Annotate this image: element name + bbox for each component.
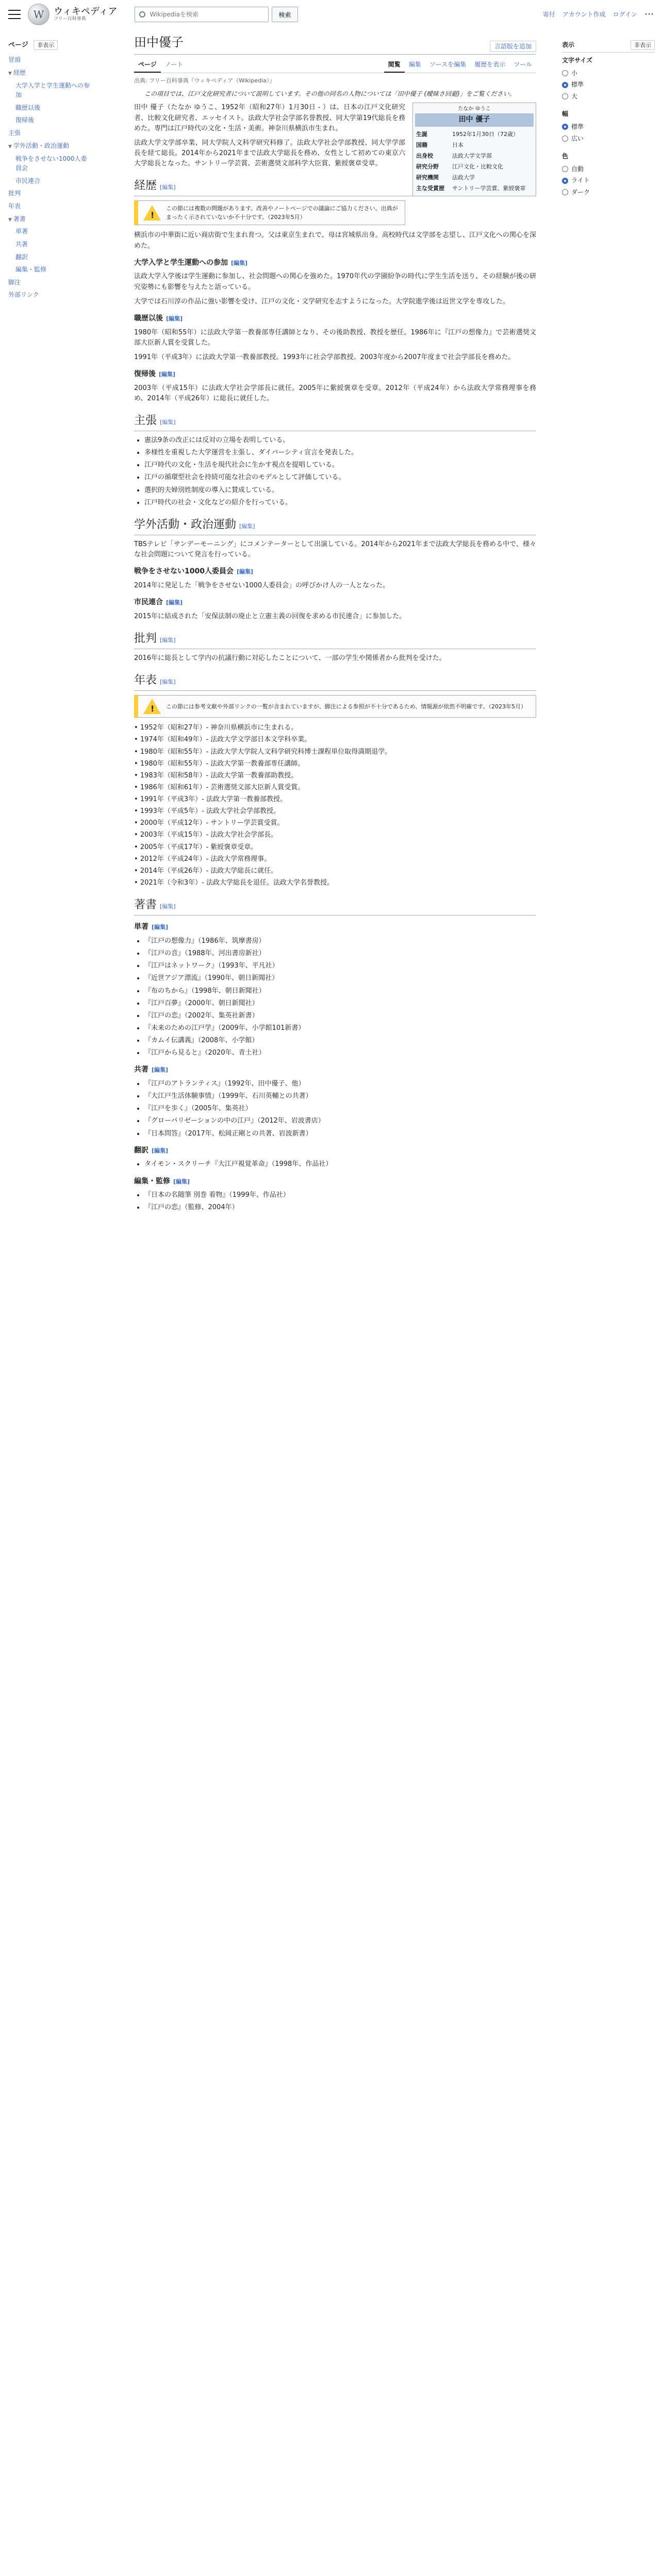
single-books-list	[144, 936, 536, 1058]
main-menu-icon[interactable]	[8, 10, 21, 19]
section-heading-return: 復帰後 [編集]	[134, 369, 176, 378]
edit-link[interactable]: [編集]	[236, 568, 254, 575]
radio-width-standard[interactable]: 標準	[562, 121, 655, 133]
book-item: • 『カムイ伝講義』（2008年、小学館）	[144, 1036, 536, 1046]
book-item: • 『江戸の音』（1988年、河出書房新社）	[144, 948, 536, 959]
toc-item[interactable]: 復帰後	[15, 116, 35, 124]
translation-list	[144, 1159, 536, 1170]
tab-tools[interactable]: ツール	[514, 61, 532, 69]
donate-link[interactable]: 寄付	[542, 10, 555, 18]
book-item: • 『大江戸生活体験事情』（1999年、石川英輔との共著）	[144, 1091, 536, 1101]
infobox-row: 出身校 法政大学文学部	[416, 152, 492, 159]
book-item: • 『江戸の恋』（2002年、集英社新書）	[144, 1011, 536, 1021]
toc-item[interactable]: 編集・監修	[15, 266, 47, 274]
globe-icon: W	[28, 4, 49, 25]
univ-paragraph: 法政大学入学後は学生運動に参加し、社会問題への関心を強めた。1970年代の学園紛争の時代に学生生活を送り、その経験が後の研究姿勢にも影響を与えたと語っている。	[134, 273, 536, 291]
list-item: • 憲法9条の改正には反対の立場を表明している。	[144, 435, 536, 446]
radio-text-small[interactable]: 小	[562, 67, 655, 79]
warning-icon	[143, 205, 161, 221]
edit-link[interactable]: [編集]	[160, 636, 176, 643]
tab-history[interactable]: 履歴を表示	[474, 61, 506, 69]
intro-paragraph: 法政大学文学部卒業、同大学院人文科学研究科修了。法政大学社会学部教授、同大学学部長を経て総長。2014年から2021年まで法政大学総長を務め、女性として初めての東京六大学総長となった。サントリー学芸賞、芸術選奨文部科学大臣賞、紫綬褒章受章。	[134, 139, 405, 168]
citizen-paragraph: 2015年に結成された「安保法制の廃止と立憲主義の回復を求める市民連合」に参加した。	[134, 612, 406, 620]
intro-paragraph: 田中 優子（たなか ゆうこ、1952年（昭和27年）1月30日 - ）は、日本の江戸文化研究者、比較文化研究者、エッセイスト。法政大学社会学部名誉教授、同大学第19代総長を務めた。専門は江戸時代の文化・生活・美術。神奈川県横浜市生まれ。	[134, 104, 405, 132]
job-paragraph: 1980年（昭和55年）に法政大学第一教養部専任講師となり、その後助教授、教授を歴任。1986年に『江戸の想像力』で芸術選奨文部大臣新人賞を受賞した。	[134, 328, 536, 347]
text-size-label: 文字サイズ	[562, 57, 593, 64]
toc-item[interactable]: 外部リンク	[8, 291, 39, 299]
section-heading-timeline: 年表 [編集]	[134, 672, 536, 691]
career-paragraph: 横浜市の中華街に近い商店街で生まれ育つ。父は東京生まれで、母は宮城県出身。高校時代は文学部を志望し、江戸文化への関心を深めた。	[134, 231, 536, 250]
timeline-item: • 2000年（平成12年）- サントリー学芸賞受賞。	[134, 818, 536, 828]
tab-read[interactable]: 閲覧	[384, 58, 405, 73]
edit-link[interactable]: [編集]	[160, 903, 176, 910]
tab-edit[interactable]: 編集	[408, 61, 421, 69]
infobox-row: 生誕 1952年1月30日（72歳）	[416, 130, 519, 138]
section-heading-university: 大学入学と学生運動への参加 [編集]	[134, 258, 248, 267]
edited-books-list	[144, 1190, 536, 1213]
login-link[interactable]: ログイン	[613, 10, 637, 18]
timeline-item: • 2012年（平成24年）- 法政大学常務理事。	[134, 854, 536, 865]
appearance-panel	[562, 40, 655, 206]
toc-item[interactable]: 大学入学と学生運動への参加	[15, 81, 90, 99]
book-item: • 『グローバリゼーションの中の江戸』（2012年、岩波書店）	[144, 1116, 536, 1126]
timeline-item: • 1983年（昭和58年）- 法政大学第一教養部助教授。	[134, 771, 536, 781]
critic-paragraph: 2016年に総長として学内の抗議行動に対応したことについて、一部の学生や関係者から批判を受けた。	[134, 654, 446, 662]
timeline-item: • 1974年（昭和49年）- 法政大学文学部日本文学科卒業。	[134, 735, 536, 745]
list-item: • 江戸の循環型社会を持続可能な社会のモデルとして評価している。	[144, 472, 536, 483]
book-item: • 『江戸を歩く』（2005年、集英社）	[144, 1104, 536, 1114]
timeline-item: • 2005年（平成17年）- 紫綬褒章受章。	[134, 842, 536, 853]
toc-item[interactable]: 戦争をさせない1000人委員会	[15, 155, 87, 172]
section-heading-activity: 学外活動・政治運動 [編集]	[134, 516, 536, 535]
radio-color-light[interactable]: ライト	[562, 175, 655, 187]
list-item: • 江戸時代の文化・生活を現代社会に生かす視点を提唱している。	[144, 460, 536, 470]
chevron-down-icon[interactable]: ▼	[8, 217, 12, 223]
thousand-paragraph: 2014年に発足した「戦争をさせない1000人委員会」の呼びかけ人の一人となった。	[134, 581, 390, 589]
table-of-contents	[8, 40, 91, 301]
chevron-down-icon[interactable]: ▼	[8, 144, 12, 149]
job-paragraph: 1991年（平成3年）に法政大学第一教養部教授。1993年に社会学部教授。2003年度から2007年度まで社会学部長を務めた。	[134, 353, 515, 361]
width-label: 幅	[562, 110, 569, 118]
tab-edit-source[interactable]: ソースを編集	[429, 61, 467, 69]
section-heading-career: 経歴 [編集]	[134, 177, 536, 196]
more-menu-icon[interactable]: ⋯	[644, 9, 654, 20]
edit-link[interactable]: [編集]	[160, 679, 176, 686]
toc-title: ページ	[8, 41, 28, 49]
book-item: • 『江戸はネットワーク』（1993年、平凡社）	[144, 961, 536, 971]
toc-item[interactable]: ▼ 学外活動・政治運動	[8, 142, 69, 149]
book-item: • 『日本の名随筆 別巻 着物』（1999年、作品社）	[144, 1190, 536, 1200]
search-box[interactable]	[135, 7, 269, 22]
infobox	[412, 103, 536, 196]
toc-item[interactable]: 冒頭	[8, 56, 21, 64]
edit-link[interactable]: [編集]	[166, 599, 183, 606]
toc-item[interactable]: ▼ 経歴	[8, 69, 26, 76]
radio-width-wide[interactable]: 広い	[562, 133, 655, 145]
color-label: 色	[562, 152, 569, 160]
section-heading-claims: 主張 [編集]	[134, 412, 536, 431]
book-item: • タイモン・スクリーチ『大江戸視覚革命』（1998年、作品社）	[144, 1159, 536, 1170]
wikipedia-logo[interactable]	[28, 4, 117, 25]
toc-item[interactable]: 翻訳	[15, 253, 28, 261]
edit-link[interactable]: [編集]	[160, 184, 176, 191]
timeline-item: • 1993年（平成5年）- 法政大学社会学部教授。	[134, 806, 536, 817]
notice-text: この節には複数の問題があります。改善やノートページでの議論にご協力ください。出典がまったく示されていないか不十分です。（2023年5月）	[166, 205, 398, 221]
timeline-item: • 1980年（昭和55年）- 法政大学大学院人文科学研究科博士課程単位取得満期退学。	[134, 747, 536, 757]
section-heading-trans: 翻訳 [編集]	[134, 1146, 169, 1155]
page-title: 田中優子	[134, 35, 184, 49]
book-item: • 『日本問答』（2017年、松岡正剛との共著、岩波新書）	[144, 1129, 536, 1139]
book-item: • 『江戸の恋』（監修、2004年）	[144, 1202, 536, 1213]
timeline-item: • 1986年（昭和61年）- 芸術選奨文部大臣新人賞受賞。	[134, 783, 536, 793]
edit-link[interactable]: [編集]	[152, 924, 169, 931]
edit-link[interactable]: [編集]	[173, 1178, 190, 1185]
main-content	[134, 33, 536, 1215]
toc-item[interactable]: 脚注	[8, 278, 21, 286]
edit-link[interactable]: [編集]	[231, 259, 248, 266]
toc-item[interactable]: 市民連合	[15, 177, 41, 184]
radio-text-standard[interactable]: 標準	[562, 79, 655, 91]
chevron-down-icon[interactable]: ▼	[8, 71, 12, 76]
book-item: • 『未来のための江戸学』（2009年、小学館101新書）	[144, 1023, 536, 1033]
radio-color-auto[interactable]: 自動	[562, 163, 655, 175]
create-account-link[interactable]: アカウント作成	[562, 10, 606, 18]
toc-item[interactable]: ▼ 著書	[8, 215, 26, 223]
toc-item[interactable]: 共著	[15, 241, 28, 248]
notice-text: この節には参考文献や外部リンクの一覧が含まれていますが、脚注による参照が不十分であるため、情報源が依然不明確です。（2023年5月）	[166, 703, 526, 710]
radio-color-dark[interactable]: ダーク	[562, 187, 655, 198]
infobox-row: 研究分野 江戸文化・比較文化	[416, 163, 503, 170]
book-item: • 『江戸から見ると』（2020年、青土社）	[144, 1048, 536, 1058]
book-item: • 『江戸の想像力』（1986年、筑摩書房）	[144, 936, 536, 946]
toc-list	[8, 54, 91, 301]
toc-item[interactable]: 年表	[8, 202, 21, 210]
section-heading-single: 単著 [編集]	[134, 923, 169, 931]
appearance-hide-button[interactable]: 非表示	[631, 40, 655, 50]
timeline-item: • 2003年（平成15年）- 法政大学社会学部長。	[134, 830, 536, 840]
edit-link[interactable]: [編集]	[152, 1147, 169, 1154]
list-item: • 選択的夫婦別姓制度の導入に賛成している。	[144, 485, 536, 496]
timeline-item: • 1952年（昭和27年）- 神奈川県横浜市に生まれる。	[134, 723, 536, 733]
edit-link[interactable]: [編集]	[160, 418, 176, 426]
infobox-row: 国籍 日本	[416, 141, 464, 148]
section-heading-job: 職歴以後 [編集]	[134, 314, 183, 323]
tab-page[interactable]: ページ	[134, 58, 161, 73]
book-item: • 『近世アジア漂流』（1990年、朝日新聞社）	[144, 973, 536, 984]
book-item: • 『江戸のアトランティス』（1992年、田中優子、他）	[144, 1079, 536, 1089]
tagline: フリー百科事典	[54, 16, 86, 22]
site-header	[0, 0, 662, 29]
toc-item[interactable]: 主張	[8, 129, 21, 137]
toc-item[interactable]: 単著	[15, 228, 28, 235]
infobox-kana: たなか ゆうこ	[458, 106, 491, 112]
univ-paragraph: 大学では石川淳の作品に強い影響を受け、江戸の文化・文学研究を志すようになった。大学院進学後は近世文学を専攻した。	[134, 297, 510, 306]
claims-list	[144, 435, 536, 508]
tab-talk[interactable]: ノート	[164, 61, 184, 69]
hatnote: この項目では、江戸文化研究者について説明しています。その他の同名の人物については「田中優子 (曖昧さ回避)」をご覧ください。	[144, 90, 516, 97]
infobox-row: 主な受賞歴 サントリー学芸賞、紫綬褒章	[416, 184, 526, 192]
edit-link[interactable]: [編集]	[152, 1066, 169, 1074]
warning-icon	[143, 699, 161, 714]
search-button[interactable]: 検索	[272, 7, 297, 22]
section-heading-joint: 共著 [編集]	[134, 1065, 169, 1074]
timeline-item: • 1991年（平成3年）- 法政大学第一教養部教授。	[134, 794, 536, 805]
notice-box	[134, 695, 536, 718]
section-heading-critic: 批判 [編集]	[134, 630, 536, 649]
infobox-row: 研究機関 法政大学	[416, 174, 475, 181]
page-source-note: 出典: フリー百科事典『ウィキペディア（Wikipedia）』	[134, 77, 275, 84]
section-heading-edit: 編集・監修 [編集]	[134, 1177, 190, 1185]
return-paragraph: 2003年（平成15年）に法政大学社会学部長に就任。2005年に紫綬褒章を受章。2012年（平成24年）から法政大学常務理事を務め、2014年（平成26年）に総長に就任した。	[134, 384, 536, 402]
timeline-list	[134, 723, 536, 888]
page-tabs	[134, 58, 536, 73]
search-icon	[139, 11, 145, 18]
toc-item[interactable]: 職歴以後	[15, 104, 41, 111]
book-item: • 『布のちから』（1998年、朝日新聞社）	[144, 986, 536, 996]
language-button[interactable]: 言語版を追加	[490, 41, 536, 53]
infobox-name: 田中 優子	[415, 113, 534, 127]
book-item: • 『江戸百夢』（2000年、朝日新聞社）	[144, 998, 536, 1009]
joint-books-list	[144, 1079, 536, 1139]
toc-item[interactable]: 批判	[8, 190, 21, 197]
notice-box	[134, 200, 405, 225]
list-item: • 江戸時代の社会・文化などの紹介を行っている。	[144, 498, 536, 508]
section-heading-1000: 戦争をさせない1000人委員会 [編集]	[134, 567, 254, 576]
edit-link[interactable]: [編集]	[239, 522, 255, 530]
timeline-item: • 2021年（令和3年）- 法政大学総長を退任。法政大学名誉教授。	[134, 878, 536, 888]
radio-text-large[interactable]: 大	[562, 91, 655, 103]
user-links	[543, 7, 654, 22]
section-heading-citizen: 市民連合 [編集]	[134, 598, 183, 607]
activity-paragraph: TBSテレビ「サンデーモーニング」にコメンテーターとして出演している。2014年から2021年まで法政大学総長を務める中で、様々な社会問題について発言を行っている。	[134, 540, 536, 559]
appearance-title: 表示	[562, 41, 575, 48]
list-item: • 多様性を重視した大学運営を主張し、ダイバーシティ宣言を発表した。	[144, 448, 536, 458]
section-heading-books: 著書 [編集]	[134, 896, 536, 916]
timeline-item: • 2014年（平成26年）- 法政大学総長に就任。	[134, 866, 536, 876]
wordmark: ウィキペディア	[54, 6, 118, 18]
timeline-item: • 1980年（昭和55年）- 法政大学第一教養部専任講師。	[134, 759, 536, 769]
infobox-table	[415, 129, 534, 194]
search-input[interactable]	[150, 11, 264, 18]
edit-link[interactable]: [編集]	[166, 315, 183, 322]
edit-link[interactable]: [編集]	[159, 370, 176, 378]
toc-hide-button[interactable]: 非表示	[34, 40, 58, 50]
